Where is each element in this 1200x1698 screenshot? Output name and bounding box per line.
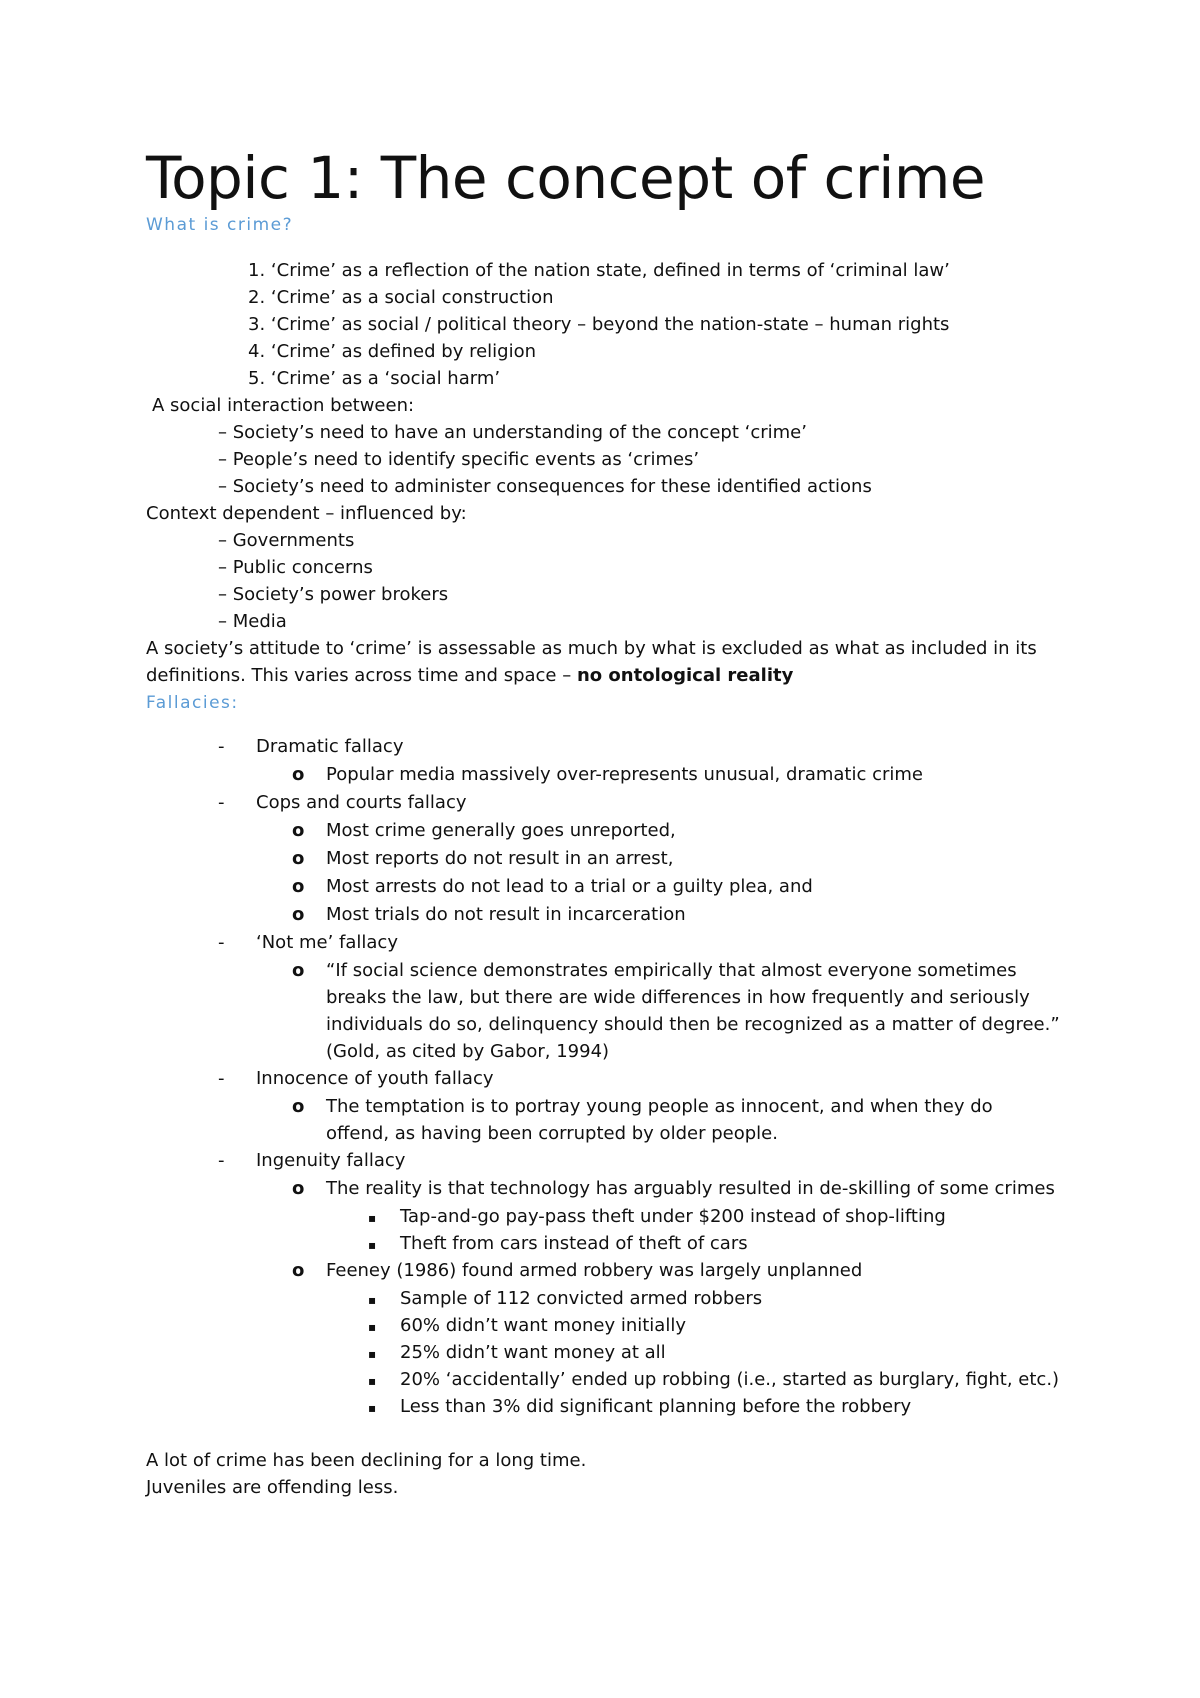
dash-bullet: - xyxy=(218,792,225,813)
list-number: 1. xyxy=(248,260,266,281)
sub-point-text: Theft from cars instead of theft of cars xyxy=(400,1233,748,1254)
circle-bullet: o xyxy=(292,1178,305,1199)
fallacy-label: Dramatic fallacy xyxy=(256,736,404,757)
list-number: 3. xyxy=(248,314,266,335)
square-bullet: ▪ xyxy=(368,1401,377,1415)
quote-line: “If social science demonstrates empirically that almost everyone sometimes xyxy=(326,960,1017,981)
fallacy-label: Cops and courts fallacy xyxy=(256,792,467,813)
list-item xyxy=(248,312,949,338)
point-text: Feeney (1986) found armed robbery was largely unplanned xyxy=(326,1260,863,1281)
circle-bullet: o xyxy=(292,904,305,925)
fallacy-label: Ingenuity fallacy xyxy=(256,1150,406,1171)
point-text: The temptation is to portray young people as innocent, and when they do xyxy=(326,1096,993,1117)
point-text: Popular media massively over-represents unusual, dramatic crime xyxy=(326,764,923,785)
sub-point-text: Less than 3% did significant planning before the robbery xyxy=(400,1396,912,1417)
quote-citation: (Gold, as cited by Gabor, 1994) xyxy=(326,1041,610,1062)
sub-point-text: 25% didn’t want money at all xyxy=(400,1342,666,1363)
list-item xyxy=(248,285,554,311)
context-item: – Public concerns xyxy=(218,557,373,578)
circle-bullet: o xyxy=(292,1260,305,1281)
list-text: ‘Crime’ as a social construction xyxy=(270,287,554,308)
dash-bullet: - xyxy=(218,736,225,757)
context-item: – Media xyxy=(218,611,287,632)
dash-bullet: - xyxy=(218,932,225,953)
square-bullet: ▪ xyxy=(368,1293,377,1307)
sub-point-text: Sample of 112 convicted armed robbers xyxy=(400,1288,763,1309)
quote-line: individuals do so, delinquency should then be recognized as a matter of degree.” xyxy=(326,1014,1060,1035)
list-item xyxy=(248,339,536,365)
circle-bullet: o xyxy=(292,848,305,869)
square-bullet: ▪ xyxy=(368,1238,377,1252)
interaction-item: – People’s need to identify specific events as ‘crimes’ xyxy=(218,449,700,470)
interaction-heading: A social interaction between: xyxy=(152,395,415,416)
circle-bullet: o xyxy=(292,876,305,897)
attitude-line: A society’s attitude to ‘crime’ is assessable as much by what is excluded as what as included in its xyxy=(146,638,1037,659)
list-number: 4. xyxy=(248,341,266,362)
list-item xyxy=(248,366,500,392)
attitude-text: definitions. This varies across time and space – xyxy=(146,665,577,686)
sub-point-text: Tap-and-go pay-pass theft under $200 instead of shop-lifting xyxy=(400,1206,946,1227)
interaction-item: – Society’s need to have an understanding of the concept ‘crime’ xyxy=(218,422,807,443)
circle-bullet: o xyxy=(292,1096,305,1117)
point-text: Most arrests do not lead to a trial or a guilty plea, and xyxy=(326,876,813,897)
fallacy-label: Innocence of youth fallacy xyxy=(256,1068,494,1089)
list-item xyxy=(248,258,950,284)
fallacies-heading: Fallacies: xyxy=(146,693,239,713)
context-heading: Context dependent – influenced by: xyxy=(146,503,467,524)
point-text: offend, as having been corrupted by older people. xyxy=(326,1123,778,1144)
sub-point-text: 20% ‘accidentally’ ended up robbing (i.e., started as burglary, fight, etc.) xyxy=(400,1369,1060,1390)
circle-bullet: o xyxy=(292,764,305,785)
dash-bullet: - xyxy=(218,1150,225,1171)
list-text: ‘Crime’ as a ‘social harm’ xyxy=(270,368,501,389)
quote-line: breaks the law, but there are wide differences in how frequently and seriously xyxy=(326,987,1030,1008)
interaction-item: – Society’s need to administer consequences for these identified actions xyxy=(218,476,872,497)
context-item: – Society’s power brokers xyxy=(218,584,449,605)
closing-line: Juveniles are offending less. xyxy=(146,1477,399,1498)
square-bullet: ▪ xyxy=(368,1211,377,1225)
page-title: Topic 1: The concept of crime xyxy=(146,144,986,212)
dash-bullet: - xyxy=(218,1068,225,1089)
attitude-emphasis: no ontological reality xyxy=(576,665,794,686)
point-text: The reality is that technology has arguably resulted in de-skilling of some crimes xyxy=(326,1178,1055,1199)
list-text: ‘Crime’ as a reflection of the nation state, defined in terms of ‘criminal law’ xyxy=(270,260,950,281)
square-bullet: ▪ xyxy=(368,1320,377,1334)
list-number: 2. xyxy=(248,287,266,308)
list-text: ‘Crime’ as defined by religion xyxy=(270,341,536,362)
point-text: Most reports do not result in an arrest, xyxy=(326,848,674,869)
point-text: Most crime generally goes unreported, xyxy=(326,820,676,841)
context-item: – Governments xyxy=(218,530,355,551)
square-bullet: ▪ xyxy=(368,1374,377,1388)
closing-line: A lot of crime has been declining for a long time. xyxy=(146,1450,587,1471)
attitude-line xyxy=(146,663,793,689)
square-bullet: ▪ xyxy=(368,1347,377,1361)
list-text: ‘Crime’ as social / political theory – beyond the nation-state – human rights xyxy=(270,314,950,335)
point-text: Most trials do not result in incarceration xyxy=(326,904,686,925)
subtitle: What is crime? xyxy=(146,215,294,235)
circle-bullet: o xyxy=(292,960,305,981)
fallacy-label: ‘Not me’ fallacy xyxy=(256,932,398,953)
list-number: 5. xyxy=(248,368,266,389)
sub-point-text: 60% didn’t want money initially xyxy=(400,1315,686,1336)
circle-bullet: o xyxy=(292,820,305,841)
